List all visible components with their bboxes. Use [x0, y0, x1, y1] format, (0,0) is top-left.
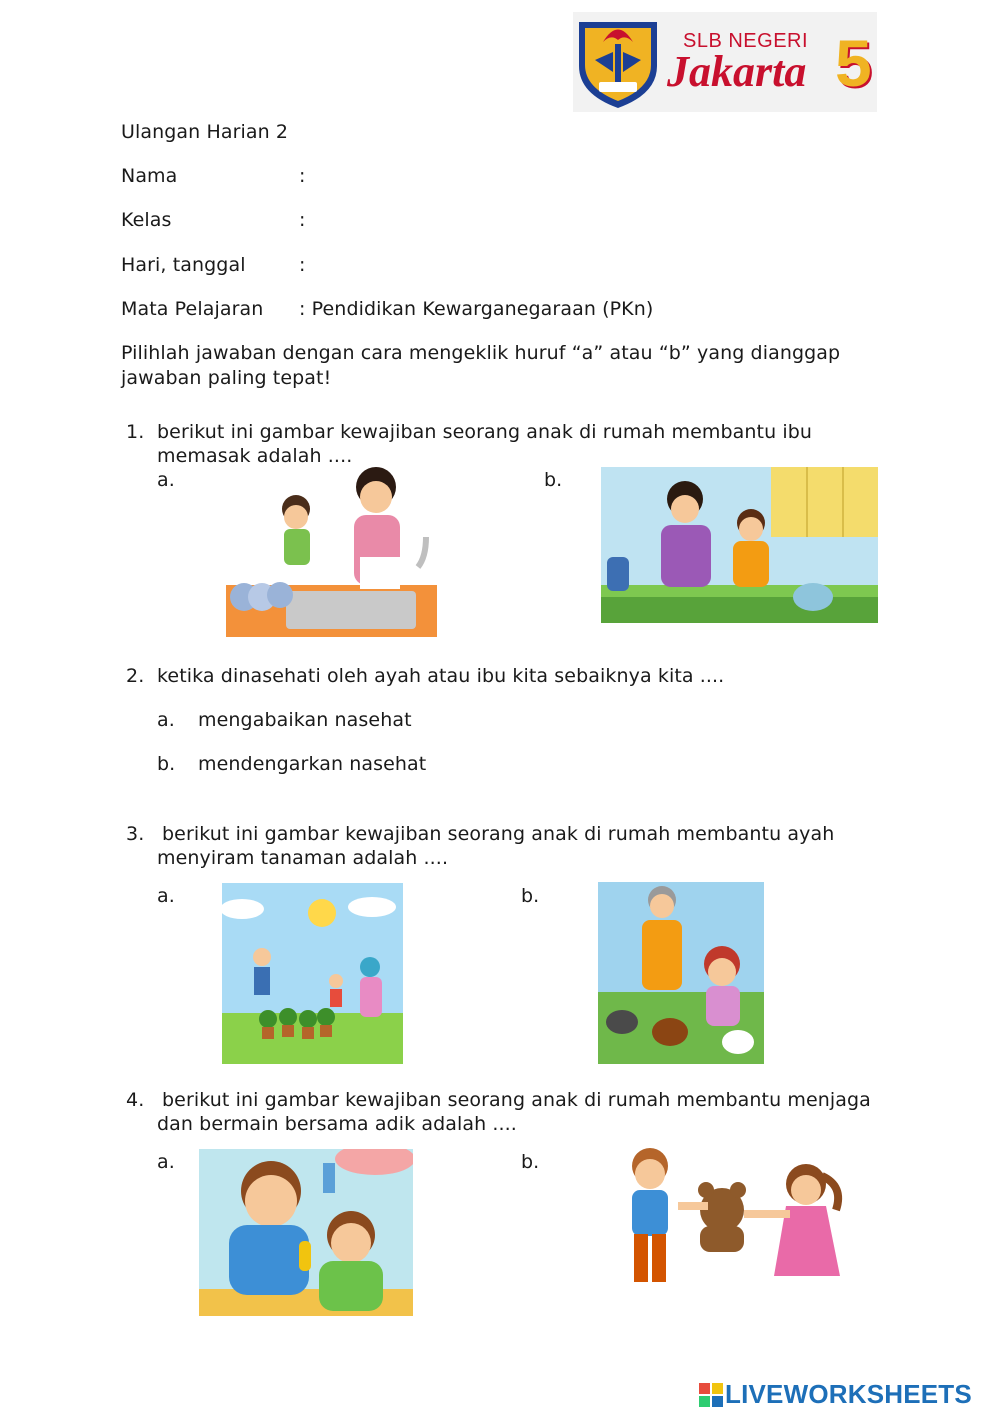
- question-4-image-a-playing-together: [199, 1149, 413, 1316]
- question-3-number: 3.: [126, 823, 145, 845]
- question-4-text-line-2: dan bermain bersama adik adalah ....: [157, 1113, 517, 1135]
- question-3-text-line-2: menyiram tanaman adalah ....: [157, 847, 449, 869]
- nama-label: Nama: [121, 165, 178, 187]
- question-3-option-a[interactable]: a.: [157, 885, 175, 907]
- liveworksheets-brand: LIVEWORKSHEETS: [725, 1379, 972, 1409]
- question-2-option-b-text: mendengarkan nasehat: [198, 753, 427, 775]
- question-4-number: 4.: [126, 1089, 145, 1111]
- question-1-option-a[interactable]: a.: [157, 469, 175, 491]
- hari-tanggal-colon: :: [299, 254, 306, 276]
- mata-pelajaran-value: : Pendidikan Kewarganegaraan (PKn): [299, 298, 654, 320]
- instructions-line-2: jawaban paling tepat!: [121, 367, 332, 389]
- mata-pelajaran-label: Mata Pelajaran: [121, 298, 264, 320]
- question-3-image-b-feeding-animals: [598, 882, 764, 1064]
- question-2-text: ketika dinasehati oleh ayah atau ibu kita sebaiknya kita ....: [157, 665, 725, 687]
- instructions-line-1: Pilihlah jawaban dengan cara mengeklik huruf “a” atau “b” yang dianggap: [121, 342, 841, 364]
- question-2-number: 2.: [126, 665, 145, 687]
- question-4-text-line-1: berikut ini gambar kewajiban seorang anak di rumah membantu menjaga: [162, 1089, 871, 1111]
- question-1-text-line-2: memasak adalah ....: [157, 445, 353, 467]
- school-number: 5: [835, 26, 872, 100]
- question-4-option-a[interactable]: a.: [157, 1151, 175, 1173]
- question-2-option-a[interactable]: a.: [157, 709, 175, 731]
- school-name: SLB NEGERI: [683, 30, 809, 52]
- question-2-option-a-text: mengabaikan nasehat: [198, 709, 412, 731]
- liveworksheets-icon: [699, 1383, 723, 1407]
- hari-tanggal-label: Hari, tanggal: [121, 254, 246, 276]
- school-logo: [573, 12, 877, 112]
- liveworksheets-logo: [697, 1378, 993, 1410]
- question-4-image-b-fighting-over-toy: [626, 1146, 847, 1284]
- kelas-label: Kelas: [121, 209, 172, 231]
- kelas-colon: :: [299, 209, 306, 231]
- question-1-text-line-1: berikut ini gambar kewajiban seorang anak di rumah membantu ibu: [157, 421, 813, 443]
- question-3-image-a-watering-plants: [222, 883, 403, 1064]
- school-city: Jakarta: [667, 47, 807, 96]
- question-2-option-b[interactable]: b.: [157, 753, 176, 775]
- question-1-image-b-cooking: [601, 467, 878, 623]
- question-1-image-a-washing-dishes: [226, 467, 437, 637]
- test-title: Ulangan Harian 2: [121, 121, 289, 143]
- question-4-option-b[interactable]: b.: [521, 1151, 540, 1173]
- question-1-number: 1.: [126, 421, 145, 443]
- question-3-text-line-1: berikut ini gambar kewajiban seorang anak di rumah membantu ayah: [162, 823, 835, 845]
- nama-colon: :: [299, 165, 306, 187]
- question-1-option-b[interactable]: b.: [544, 469, 563, 491]
- question-3-option-b[interactable]: b.: [521, 885, 540, 907]
